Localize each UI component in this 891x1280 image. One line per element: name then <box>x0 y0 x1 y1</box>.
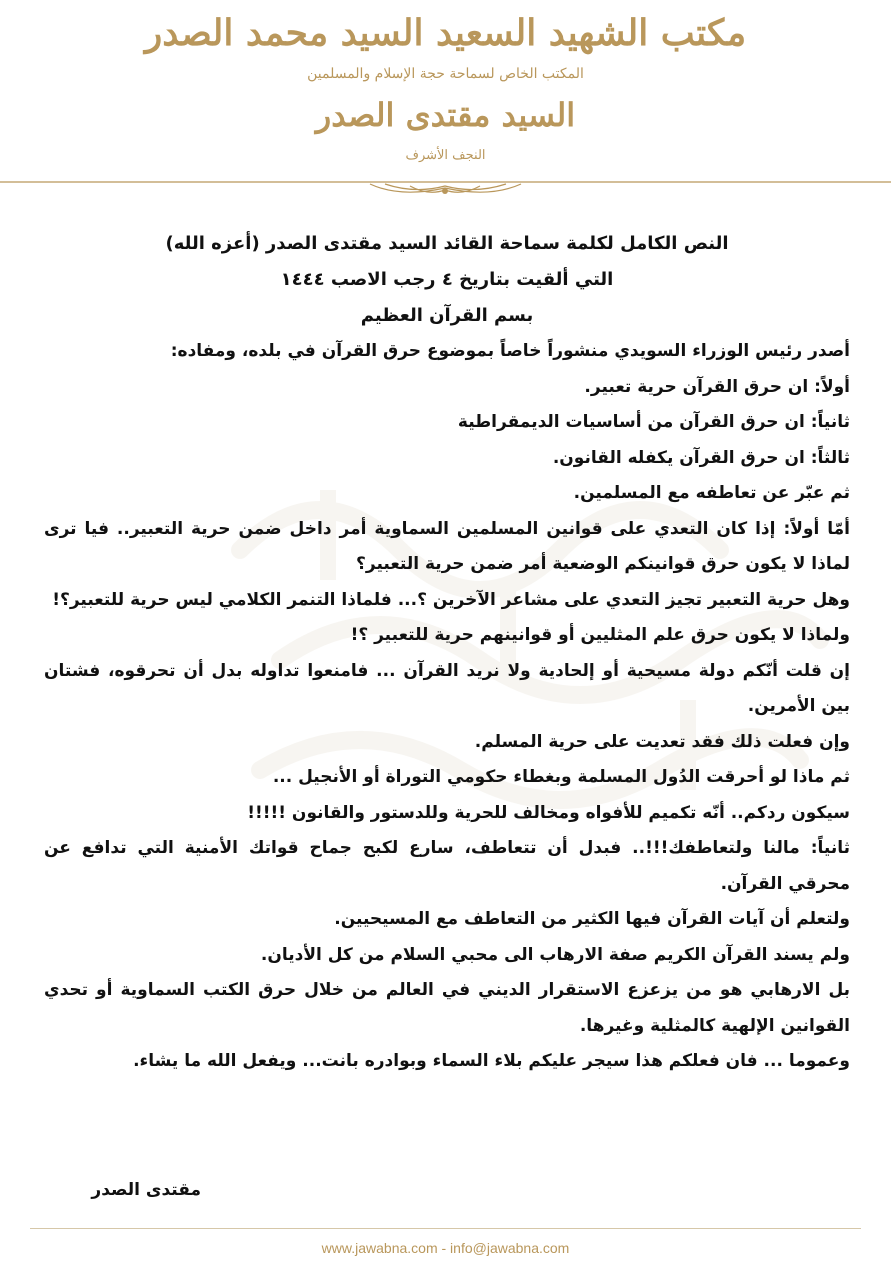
footer-divider <box>30 1228 861 1229</box>
signature: مقتدى الصدر <box>91 1180 201 1200</box>
paragraph: ثم ماذا لو أحرقت الدُول المسلمة وبغطاء حكومي التوراة أو الأنجيل ... <box>272 767 850 787</box>
paragraph: ولم يسند القرآن الكريم صفة الارهاب الى محبي السلام من كل الأديان. <box>260 944 850 965</box>
paragraph: أصدر رئيس الوزراء السويدي منشوراً خاصاً بموضوع حرق القرآن في بلده، ومفاده: <box>170 341 850 361</box>
office-subtitle: المكتب الخاص لسماحة حجة الإسلام والمسلمين <box>307 66 584 82</box>
leader-name: السيد مقتدى الصدر <box>315 96 576 134</box>
paragraph: وعموما ... فان فعلكم هذا سيجر عليكم بلاء السماء وبوادره بانت... ويفعل الله ما يشاء. <box>133 1051 850 1071</box>
document-heading: النص الكامل لكلمة سماحة القائد السيد مقتدى الصدر (أعزه الله) <box>165 233 729 254</box>
letterhead <box>0 0 891 200</box>
paragraph: ثم عبّر عن تعاطفه مع المسلمين. <box>573 483 850 503</box>
paragraph: بل الارهابي هو من يزعزع الاستقرار الديني في العالم من خلال حرق الكتب السماوية أو تحدي القوانين الإلهية كالمثلية وغيرها. <box>44 980 850 1036</box>
paragraph: وإن فعلت ذلك فقد تعديت على حرية المسلم. <box>474 731 850 752</box>
paragraph: وهل حرية التعبير تجيز التعدي على مشاعر الآخرين ؟... فلماذا التنمر الكلامي ليس حرية للتعبير؟! <box>52 589 850 610</box>
office-title: مكتب الشهيد السعيد السيد محمد الصدر <box>144 12 747 54</box>
paragraph: إن قلت أنّكم دولة مسيحية أو إلحادية ولا نريد القرآن ... فامنعوا تداوله بدل أن تحرقوه، فشتان بين الأمرين. <box>44 660 850 716</box>
paragraph: ولماذا لا يكون حرق علم المثليين أو قوانينهم حرية للتعبير ؟! <box>350 625 850 645</box>
paragraph: أمّا أولاً: إذا كان التعدي على قوانين المسلمين السماوية أمر داخل ضمن حرية التعبير.. فيا ترى لماذا لا يكون حرق قوانينكم الوضعية أمر ضمن حرية التعبير؟ <box>44 518 850 574</box>
paragraph: ثالثاً: ان حرق القرآن يكفله القانون. <box>552 447 850 468</box>
paragraph: أولاً: ان حرق القرآن حرية تعبير. <box>584 376 850 397</box>
paragraph: سيكون ردكم.. أنّه تكميم للأفواه ومخالف للحرية وللدستور والقانون !!!!! <box>247 802 850 823</box>
ornament-divider-icon <box>0 176 891 200</box>
paragraph: ولتعلم أن آيات القرآن فيها الكثير من التعاطف مع المسيحيين. <box>334 909 850 929</box>
paragraph: ثانياً: مالنا ولتعاطفك!!!.. فبدل أن تتعاطف، سارع لكبح جماح قواتك الأمنية التي تدافع عن محرقي القرآن. <box>44 838 850 894</box>
footer-contact: www.jawabna.com - info@jawabna.com <box>321 1240 570 1256</box>
opening-invocation: بسم القرآن العظيم <box>360 305 534 326</box>
speech-text <box>44 226 850 1080</box>
city-name: النجف الأشرف <box>405 148 486 163</box>
paragraph: ثانياً: ان حرق القرآن من أساسيات الديمقراطية <box>457 412 850 432</box>
document-date: التي ألقيت بتاريخ ٤ رجب الاصب ١٤٤٤ <box>280 269 614 290</box>
